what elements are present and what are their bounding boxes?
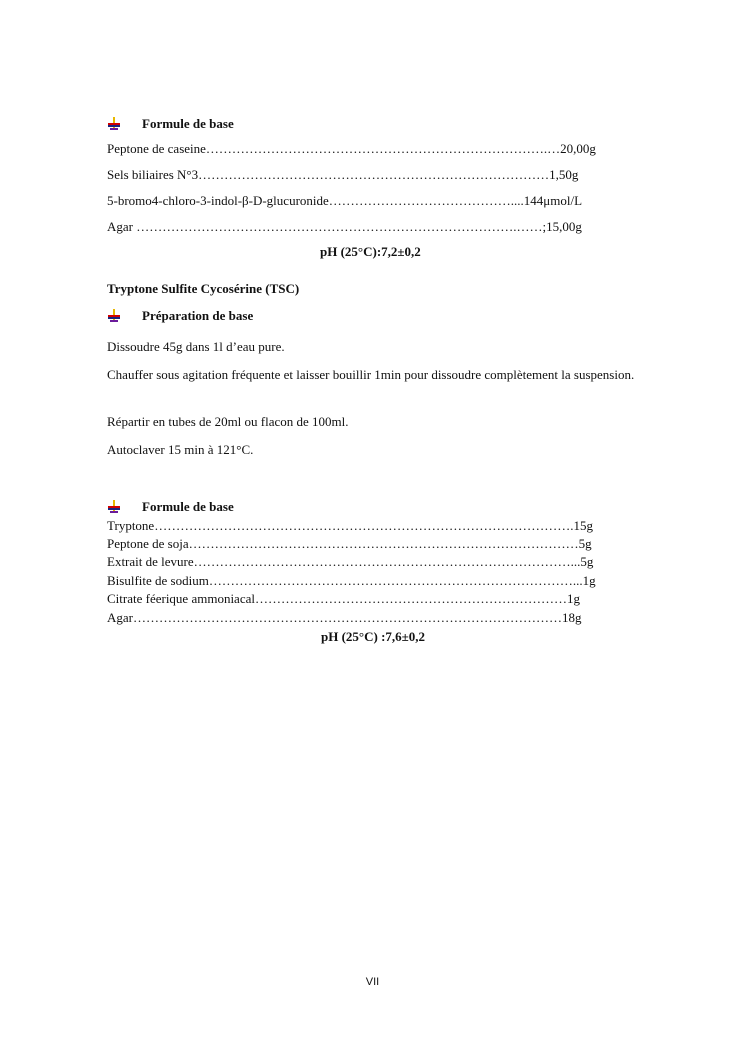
- ingredient-row: Sels biliaires N°3………………………………………………………………………1,50g: [107, 167, 579, 182]
- ingredient-row: Tryptone…………………………………………………………………………………….15g: [107, 518, 593, 533]
- ingredient-row: Citrate féerique ammoniacal………………………………………………………………1g: [107, 591, 580, 606]
- bullet-icon: [107, 500, 121, 514]
- ingredient-row: Bisulfite de sodium…………………………………………………………………………...1g: [107, 573, 596, 588]
- formula-heading-1-label: Formule de base: [142, 116, 234, 131]
- bullet-icon: [107, 309, 121, 323]
- formula-heading-2-label: Formule de base: [142, 499, 234, 514]
- ingredient-row: Agar………………………………………………………………………………………18g: [107, 610, 582, 625]
- ingredient-row: Agar …………………………………………………………………………….……;15,00g: [107, 219, 582, 234]
- ph-value-1: pH (25°C):7,2±0,2: [320, 244, 421, 259]
- preparation-heading-label: Préparation de base: [142, 308, 254, 323]
- paragraph: Dissoudre 45g dans 1l d’eau pure.: [107, 339, 285, 354]
- section-title-tsc: Tryptone Sulfite Cycosérine (TSC): [107, 281, 300, 296]
- ingredient-row: Peptone de soja………………………………………………………………………………5g: [107, 536, 592, 551]
- ingredient-row: Peptone de caseine…………………………………………………………………….…20,00g: [107, 141, 596, 156]
- paragraph: Répartir en tubes de 20ml ou flacon de 100ml.: [107, 414, 349, 429]
- ingredient-row: 5-bromo4-chloro-3-indol-β-D-glucuronide……………………………………....144μmol/L: [107, 193, 583, 208]
- ph-value-2: pH (25°C) :7,6±0,2: [321, 629, 426, 644]
- formula-heading-2: [107, 499, 234, 515]
- preparation-heading: [107, 308, 253, 324]
- ingredient-row: Extrait de levure……………………………………………………………………………...5g: [107, 554, 594, 569]
- bullet-icon: [107, 117, 121, 131]
- paragraph: Autoclaver 15 min à 121°C.: [107, 442, 254, 457]
- page-number: VII: [365, 976, 380, 988]
- formula-heading-1: [107, 116, 234, 132]
- paragraph: Chauffer sous agitation fréquente et laisser bouillir 1min pour dissoudre complètement la suspension.: [107, 367, 635, 382]
